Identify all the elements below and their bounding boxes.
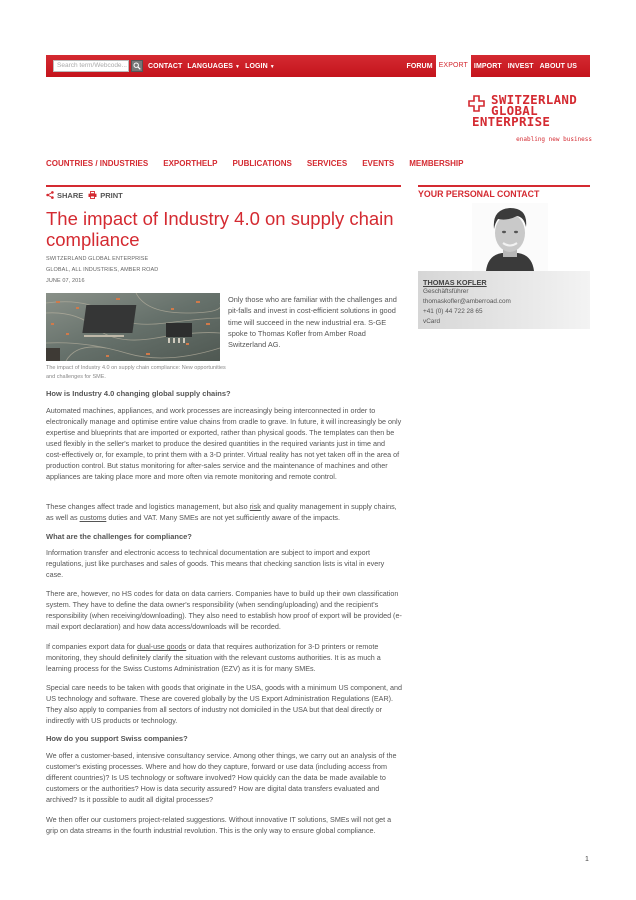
contact-card <box>418 271 590 329</box>
caret-down-icon: ▼ <box>235 63 241 70</box>
article-lead: Only those who are familiar with the challenges and pit-falls and invest in cost-efficient solutions in good time will succeed in the new industrial era. S-GE spoke to Thomas Kofler from Amber Road Switzerland AG. <box>228 295 397 350</box>
search-input[interactable]: Search term/Webcode... <box>53 60 129 72</box>
share-button[interactable] <box>46 191 83 200</box>
share-icon <box>46 191 54 199</box>
contact-link[interactable]: CONTACT <box>148 62 183 70</box>
contact-avatar <box>472 203 548 271</box>
dual-use-goods-link[interactable]: dual-use goods <box>137 642 187 651</box>
about-us-link[interactable]: ABOUT US <box>539 62 577 70</box>
share-print-bar <box>46 191 123 200</box>
paragraph: Information transfer and electronic access to technical documentation are subject to import and export regulations, just like purchases and sales of goods. This means that checking sanction lists is vital in every case. <box>46 548 385 579</box>
text: duties and VAT. Many SMEs are not yet sufficiently aware of the impacts. <box>106 513 341 522</box>
share-label: SHARE <box>57 191 84 200</box>
article-divider <box>46 185 401 187</box>
paragraph: We offer a customer-based, intensive consultancy service. Among other things, we carry out an analysis of the customer's existing processes. Where and how do they capture, forward or use data (including access from different countries)? Is US technology or software involved? How quickly can the data be made available to customers or the authorities? How is data security assured? How are digital data transfers evaluated and archived? Is it possible to audit all digital processes? <box>46 751 397 804</box>
logo-line-global: GLOBAL <box>491 103 538 118</box>
article-author: SWITZERLAND GLOBAL ENTERPRISE <box>46 256 149 262</box>
paragraph: Special care needs to be taken with goods that originate in the USA, goods with a minimum US component, and US technology and software. These are covered globally by the US Export Administration Regulations (EAR). They also apply to companies from all sectors of industry not domiciled in the USA but that deal directly or indirectly with US products or technology. <box>46 683 402 725</box>
import-link[interactable]: IMPORT <box>473 62 502 70</box>
logo-tagline: enabling new business <box>516 136 592 143</box>
print-label: PRINT <box>100 191 123 200</box>
article-date: JUNE 07, 2016 <box>46 278 85 284</box>
nav-services[interactable]: SERVICES <box>306 159 348 168</box>
contact-phone: +41 (0) 44 722 28 65 <box>423 308 483 315</box>
print-icon <box>88 191 97 199</box>
logo-line-switzerland: SWITZERLAND <box>491 92 578 107</box>
page-number: 1 <box>585 856 589 863</box>
swiss-cross-icon <box>468 95 485 112</box>
nav-events[interactable]: EVENTS <box>362 159 395 168</box>
heading-support-swiss-companies: How do you support Swiss companies? <box>46 734 188 743</box>
contact-name-link[interactable]: THOMAS KOFLER <box>423 278 487 287</box>
paragraph: We then offer our customers project-related suggestions. Without innovative IT solutions, SMEs will not get a grip on data streams in the fourth industrial revolution. This is the only way to ensure global compliance. <box>46 815 392 835</box>
export-link[interactable]: EXPORT <box>436 55 471 77</box>
text: These changes affect trade and logistics management, but also <box>46 502 250 511</box>
text: If companies export data for <box>46 642 138 651</box>
customs-link[interactable]: customs <box>79 513 107 522</box>
image-caption: The impact of Industry 4.0 on supply chain compliance: New opportunities and challenges for SME. <box>46 365 226 380</box>
paragraph: Automated machines, appliances, and work processes are increasingly being interconnected in order to electronically manage and optimise entire value chains from cradle to grave. In future, it will increasingly be only expertise and blueprints that are imported or exported, rather than physical goods. The templates can then be used flexibly in the seller's market to produce the desired quantities in the required variants just in time and cost-effectively or, for example, to print them with a 3-D printer. Virtual reality has not yet taken off in the area of production control. But status monitoring for after-sales service and the maintenance of machines and other appliances are taking place more and more often via remote monitoring and remote control. <box>46 406 402 481</box>
invest-link[interactable]: INVEST <box>507 62 534 70</box>
nav-countries-industries[interactable]: COUNTRIES / INDUSTRIES <box>46 159 149 168</box>
main-navigation <box>46 159 478 168</box>
print-button[interactable] <box>88 191 123 200</box>
paragraph: There are, however, no HS codes for data on data carriers. Companies have to build up their own classification system. They have to define the data owner's responsibility (when sending/uploading) and the recipient's responsibility (when receiving/downloading). They also need to establish how proof of export will be provided (e-mail export declaration) and how data access/downloads will be recorded. <box>46 589 402 631</box>
nav-exporthelp[interactable]: EXPORTHELP <box>163 159 218 168</box>
text: or data that requires authorization for 3-D printers or remote monitoring, they should definitely clarify the situation with the relevant customs authorities. It is as much a learning process for the Swiss Customs Administration (EZV) as it is for many SMEs. <box>46 642 381 673</box>
contact-role: Geschäftsführer <box>423 288 469 295</box>
text: and quality management in supply chains, as well as <box>46 502 397 522</box>
logo[interactable] <box>468 94 592 146</box>
article-title: The impact of Industry 4.0 on supply chain compliance <box>46 208 394 250</box>
personal-contact-heading: YOUR PERSONAL CONTACT <box>418 189 540 199</box>
article-tags: GLOBAL, ALL INDUSTRIES, AMBER ROAD <box>46 267 159 273</box>
heading-supply-chains: How is Industry 4.0 changing global supply chains? <box>46 389 231 398</box>
caret-down-icon: ▼ <box>269 63 275 70</box>
login-dropdown[interactable] <box>245 63 275 70</box>
search-icon <box>133 62 141 70</box>
article-image-circuit-board <box>46 293 220 361</box>
languages-label: LANGUAGES <box>187 62 234 70</box>
section-links <box>400 55 590 77</box>
nav-publications[interactable]: PUBLICATIONS <box>232 159 292 168</box>
top-navigation-bar <box>46 55 590 77</box>
sidebar-divider <box>418 185 590 187</box>
vcard-link[interactable]: vCard <box>423 318 441 325</box>
risk-link[interactable]: risk <box>249 502 261 511</box>
search-button[interactable] <box>131 60 143 72</box>
contact-email-link[interactable]: thomaskofler@amberroad.com <box>423 298 511 305</box>
languages-dropdown[interactable] <box>187 63 240 70</box>
logo-line-enterprise: ENTERPRISE <box>472 114 551 129</box>
nav-membership[interactable]: MEMBERSHIP <box>409 159 464 168</box>
forum-link[interactable]: FORUM <box>406 62 433 70</box>
paragraph <box>46 501 402 523</box>
paragraph <box>46 641 402 674</box>
heading-compliance-challenges: What are the challenges for compliance? <box>46 532 192 541</box>
login-label: LOGIN <box>245 62 268 70</box>
